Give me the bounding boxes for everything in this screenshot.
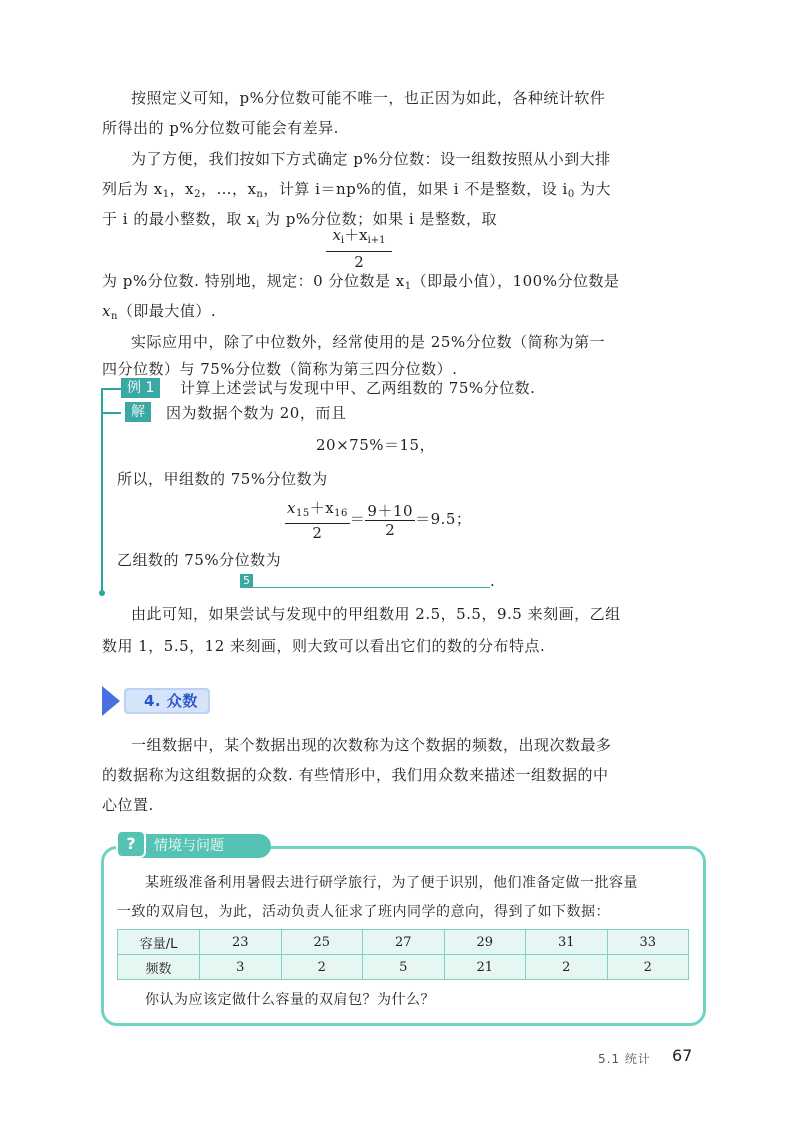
table-cell: 2 <box>526 955 608 980</box>
answer-blank[interactable] <box>240 574 490 588</box>
solution-tick <box>101 412 121 414</box>
question-icon: ? <box>116 830 146 858</box>
example-rail <box>101 388 103 592</box>
table-cell: 3 <box>200 955 282 980</box>
para3-line2: 四分位数）与 75%分位数（简称为第三四分位数）. <box>102 360 458 378</box>
page-number: 67 <box>672 1046 693 1065</box>
table-cell: 29 <box>444 930 526 955</box>
solution-eq2: $\frac{x_{15}+x_{16}}{2}$ ＝ $\frac{9+10}{2}$ ＝9.5； <box>287 498 472 542</box>
table-cell: 2 <box>607 955 689 980</box>
example-tick <box>101 388 121 390</box>
table-cell: 21 <box>444 955 526 980</box>
para2-line2: 列后为 $x_1$，$x_2$，…，$x_n$，计算 i＝np%的值，如果 i 不是整数，设 $i_0$ 为大 <box>102 180 612 200</box>
para5-line3: 心位置. <box>102 796 154 814</box>
section-arrow-icon <box>102 686 120 716</box>
table-cell: 5 <box>363 955 445 980</box>
para2-line4: 为 p%分位数. 特别地，规定：0 分位数是 $x_1$（即最小值），100%分位数是 <box>102 272 620 292</box>
para2-line1: 为了方便，我们按如下方式确定 p%分位数：设一组数按照从小到大排 <box>131 150 611 168</box>
table-row <box>118 955 689 980</box>
example-text: 计算上述尝试与发现中甲、乙两组数的 75%分位数. <box>180 379 536 397</box>
para4-line2: 数用 1，5.5，12 来刻画，则大致可以看出它们的数的分布特点. <box>102 637 546 655</box>
table-cell: 33 <box>607 930 689 955</box>
box-question: 你认为应该定做什么容量的双肩包？为什么？ <box>145 992 435 1008</box>
para5-line2: 的数据称为这组数据的众数. 有些情形中，我们用众数来描述一组数据的中 <box>102 766 609 784</box>
example-rail-end <box>99 590 105 596</box>
blank-period: . <box>490 572 496 590</box>
table-cell: 31 <box>526 930 608 955</box>
table-header-frequency: 频数 <box>118 955 200 980</box>
para1-line2: 所得出的 p%分位数可能会有差异. <box>102 119 339 137</box>
table-header-capacity: 容量/L <box>118 930 200 955</box>
footer-section: 5.1 统计 <box>598 1052 651 1066</box>
section-title: 4. 众数 <box>144 692 198 710</box>
table-cell: 27 <box>363 930 445 955</box>
solution-tag: 解 <box>125 402 151 422</box>
table-row <box>118 930 689 955</box>
midpoint-formula: $\frac{x_i+x_{i+1}}{2}$ <box>326 225 392 272</box>
blank-number: 5 <box>240 574 253 588</box>
table-cell: 23 <box>200 930 282 955</box>
para4-line1: 由此可知，如果尝试与发现中的甲组数用 2.5，5.5，9.5 来刻画，乙组 <box>131 605 621 623</box>
solution-line2: 所以，甲组数的 75%分位数为 <box>117 470 328 488</box>
scenario-box-title: 情境与问题 <box>116 834 271 858</box>
box-line1: 某班级准备利用暑假去进行研学旅行，为了便于识别，他们准备定做一批容量 <box>145 875 638 891</box>
example-tag: 例 1 <box>121 378 160 398</box>
capacity-table <box>117 929 689 980</box>
solution-line3: 乙组数的 75%分位数为 <box>117 551 282 569</box>
para1-line1: 按照定义可知，p%分位数可能不唯一，也正因为如此，各种统计软件 <box>131 89 606 107</box>
para2-line5: $x_n$（即最大值）. <box>102 302 217 322</box>
para5-line1: 一组数据中，某个数据出现的次数称为这个数据的频数，出现次数最多 <box>131 736 612 754</box>
table-cell: 25 <box>281 930 363 955</box>
para3-line1: 实际应用中，除了中位数外，经常使用的是 25%分位数（简称为第一 <box>131 333 606 351</box>
solution-line1: 因为数据个数为 20，而且 <box>166 404 347 422</box>
para2-line3: 于 i 的最小整数，取 $x_i$ 为 p%分位数；如果 i 是整数，取 <box>102 210 497 230</box>
solution-eq1: 20×75%＝15， <box>316 436 436 454</box>
box-line2: 一致的双肩包，为此，活动负责人征求了班内同学的意向，得到了如下数据： <box>117 904 610 920</box>
table-cell: 2 <box>281 955 363 980</box>
